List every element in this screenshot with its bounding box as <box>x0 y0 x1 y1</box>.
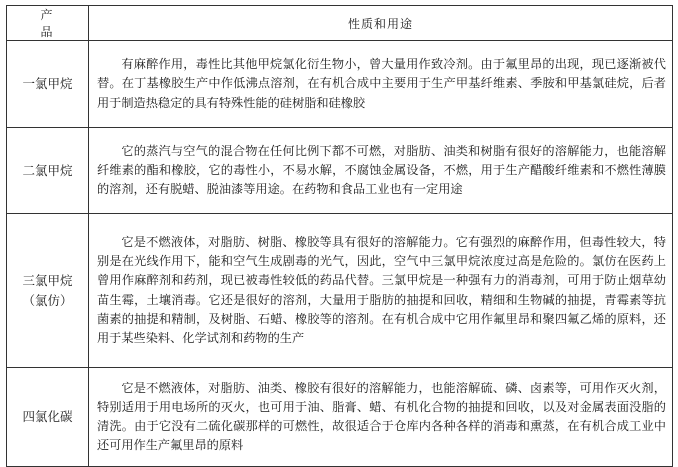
product-description: 有麻醉作用，毒性比其他甲烷氯化衍生物小，曾大量用作致冷剂。由于氟里昂的出现，现已逐渐被代替。在丁基橡胶生产中作低沸点溶剂，在有机合成中主要用于生产甲基纤维素、季胺和甲基氯硅烷，后者用于制造热稳定的具有特殊性能的硅树脂和硅橡胶 <box>89 41 673 128</box>
product-description: 它是不燃液体，对脂肪、树脂、橡胶等具有很好的溶解能力。它有强烈的麻醉作用，但毒性较大，特别是在光线作用下，能和空气生成剧毒的光气，因此，空气中三氯甲烷浓度过高是危险的。氯仿在医药上曾用作麻醉剂和药剂，现已被毒性较低的药品代替。三氯甲烷是一种强有力的消毒剂，可用于防止烟草幼苗生霉，土壤消毒。它还是很好的溶剂，大量用于脂肪的抽提和回收，精细和生物碱的抽提，青霉素等抗菌素的抽提和精制，及树脂、石蜡、橡胶等的溶剂。在有机合成中它用作氟里昂和聚四氟乙烯的原料，还用于某些染料、化学试剂和药物的生产 <box>89 214 673 368</box>
product-name-cell <box>7 214 89 368</box>
product-description: 它是不燃液体，对脂肪、油类、橡胶有很好的溶解能力，也能溶解硫、磷、卤素等，可用作灭火剂，特别适用于用电场所的灭火，也可用于油、脂膏、蜡、有机化合物的抽提和回收，以及对金属表面没脂的清洗。由于它没有二硫化碳那样的可燃性，故很适合于仓库内各种各样的消毒和熏蒸，在有机合成工业中还可用作生产氟里昂的原料 <box>89 368 673 467</box>
table-row <box>7 214 673 368</box>
product-name: 四氯化碳 <box>22 409 73 424</box>
document-page <box>6 5 672 467</box>
product-name: 三氯甲烷 <box>22 272 73 288</box>
product-alt-name: （氯仿） <box>22 292 73 308</box>
header-product: 产 品 <box>7 6 89 41</box>
product-name-cell <box>7 368 89 467</box>
table-row <box>7 41 673 128</box>
product-name-cell <box>7 41 89 128</box>
table-header <box>7 6 673 41</box>
table-body <box>7 41 673 467</box>
header-row <box>7 6 673 41</box>
header-properties: 性质和用途 <box>89 6 673 41</box>
table-row <box>7 128 673 214</box>
product-name-cell <box>7 128 89 214</box>
product-description: 它的蒸汽与空气的混合物在任何比例下都不可燃，对脂肪、油类和树脂有很好的溶解能力，也能溶解纤维素的酯和橡胶，它的毒性小，不易水解，不腐蚀金属设备，不燃，用于生产醋酸纤维素和不燃性薄膜的溶剂，还有脱蜡、脱油漆等用途。在药物和食品工业也有一定用途 <box>89 128 673 214</box>
product-name: 二氯甲烷 <box>22 162 73 178</box>
chloromethane-properties-table <box>6 5 673 467</box>
table-row <box>7 368 673 467</box>
product-name: 一氯甲烷 <box>22 76 73 91</box>
